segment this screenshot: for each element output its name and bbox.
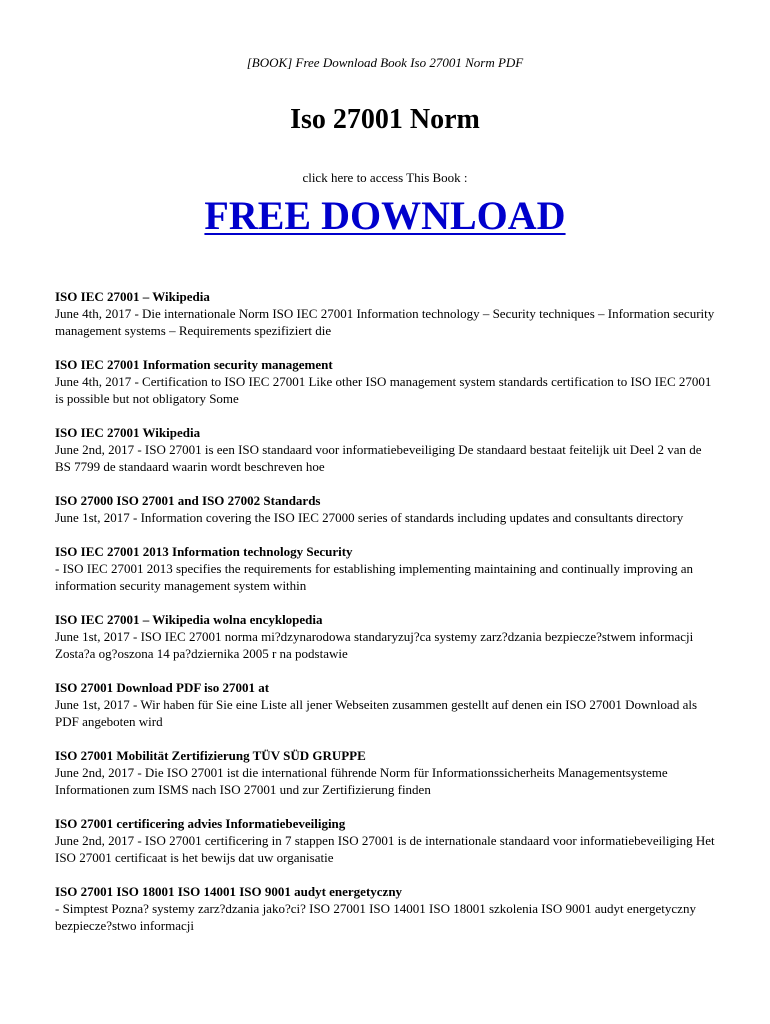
list-item (55, 747, 720, 798)
access-text: click here to access This Book : (302, 170, 468, 185)
entry-description: - ISO IEC 27001 2013 specifies the requirements for establishing implementing maintaining and continually improving an information security management system within (55, 561, 693, 593)
entry-title: ISO IEC 27001 Wikipedia (55, 425, 201, 440)
entry-description: June 4th, 2017 - Certification to ISO IEC 27001 Like other ISO management system standards certification to ISO IEC 27001 is possible but not obligatory Some (55, 374, 712, 406)
header-line: [BOOK] Free Download Book Iso 27001 Norm PDF (246, 55, 524, 70)
entry-description: June 1st, 2017 - Information covering the ISO IEC 27000 series of standards including updates and consultants directory (55, 510, 684, 525)
entry-title: ISO 27001 Download PDF iso 27001 at (55, 680, 270, 695)
entry-title: ISO IEC 27001 2013 Information technology Security (55, 544, 353, 559)
list-item (55, 883, 720, 934)
entry-description: June 2nd, 2017 - ISO 27001 certificering in 7 stappen ISO 27001 is de internationale standaard voor informatiebeveiliging Het ISO 27001 certificaat is het bewijs dat uw organisatie (55, 833, 715, 865)
entry-list (55, 288, 720, 951)
entry-title: ISO 27001 certificering advies Informatiebeveiliging (55, 816, 346, 831)
entry-title: ISO 27000 ISO 27001 and ISO 27002 Standards (55, 493, 321, 508)
entry-description: June 1st, 2017 - ISO IEC 27001 norma mi?dzynarodowa standaryzuj?ca systemy zarz?dzania bezpiecze?stwem informacji Zosta?a og?oszona 14 pa?dziernika 2005 r na podstawie (55, 629, 694, 661)
list-item (55, 611, 720, 662)
entry-title: ISO IEC 27001 Information security management (55, 357, 333, 372)
list-item (55, 492, 720, 526)
entry-description: - Simptest Pozna? systemy zarz?dzania jako?ci? ISO 27001 ISO 14001 ISO 18001 szkolenia ISO 9001 audyt energetyczny bezpiecze?stwo informacji (55, 901, 696, 933)
entry-description: June 2nd, 2017 - ISO 27001 is een ISO standaard voor informatiebeveiliging De standaard bestaat feitelijk uit Deel 2 van de BS 7799 de standaard waarin wordt beschreven hoe (55, 442, 702, 474)
free-download-link[interactable]: FREE DOWNLOAD (204, 193, 566, 238)
list-item (55, 679, 720, 730)
list-item (55, 424, 720, 475)
download-container (0, 192, 770, 239)
entry-title: ISO IEC 27001 – Wikipedia (55, 289, 210, 304)
entry-description: June 1st, 2017 - Wir haben für Sie eine Liste all jener Webseiten zusammen gestellt auf denen ein ISO 27001 Download als PDF angeboten wird (55, 697, 698, 729)
entry-title: ISO 27001 ISO 18001 ISO 14001 ISO 9001 audyt energetyczny (55, 884, 403, 899)
list-item (55, 815, 720, 866)
list-item (55, 356, 720, 407)
list-item (55, 288, 720, 339)
list-item (55, 543, 720, 594)
entry-description: June 4th, 2017 - Die internationale Norm ISO IEC 27001 Information technology – Security techniques – Information security management systems – Requirements spezifiziert die (55, 306, 715, 338)
entry-description: June 2nd, 2017 - Die ISO 27001 ist die international führende Norm für Informationssicherheits Managementsysteme Informationen zum ISMS nach ISO 27001 und zur Zertifizierung finden (55, 765, 668, 797)
entry-title: ISO IEC 27001 – Wikipedia wolna encyklopedia (55, 612, 323, 627)
entry-title: ISO 27001 Mobilität Zertifizierung TÜV SÜD GRUPPE (55, 748, 366, 763)
page-title: Iso 27001 Norm (290, 104, 480, 135)
